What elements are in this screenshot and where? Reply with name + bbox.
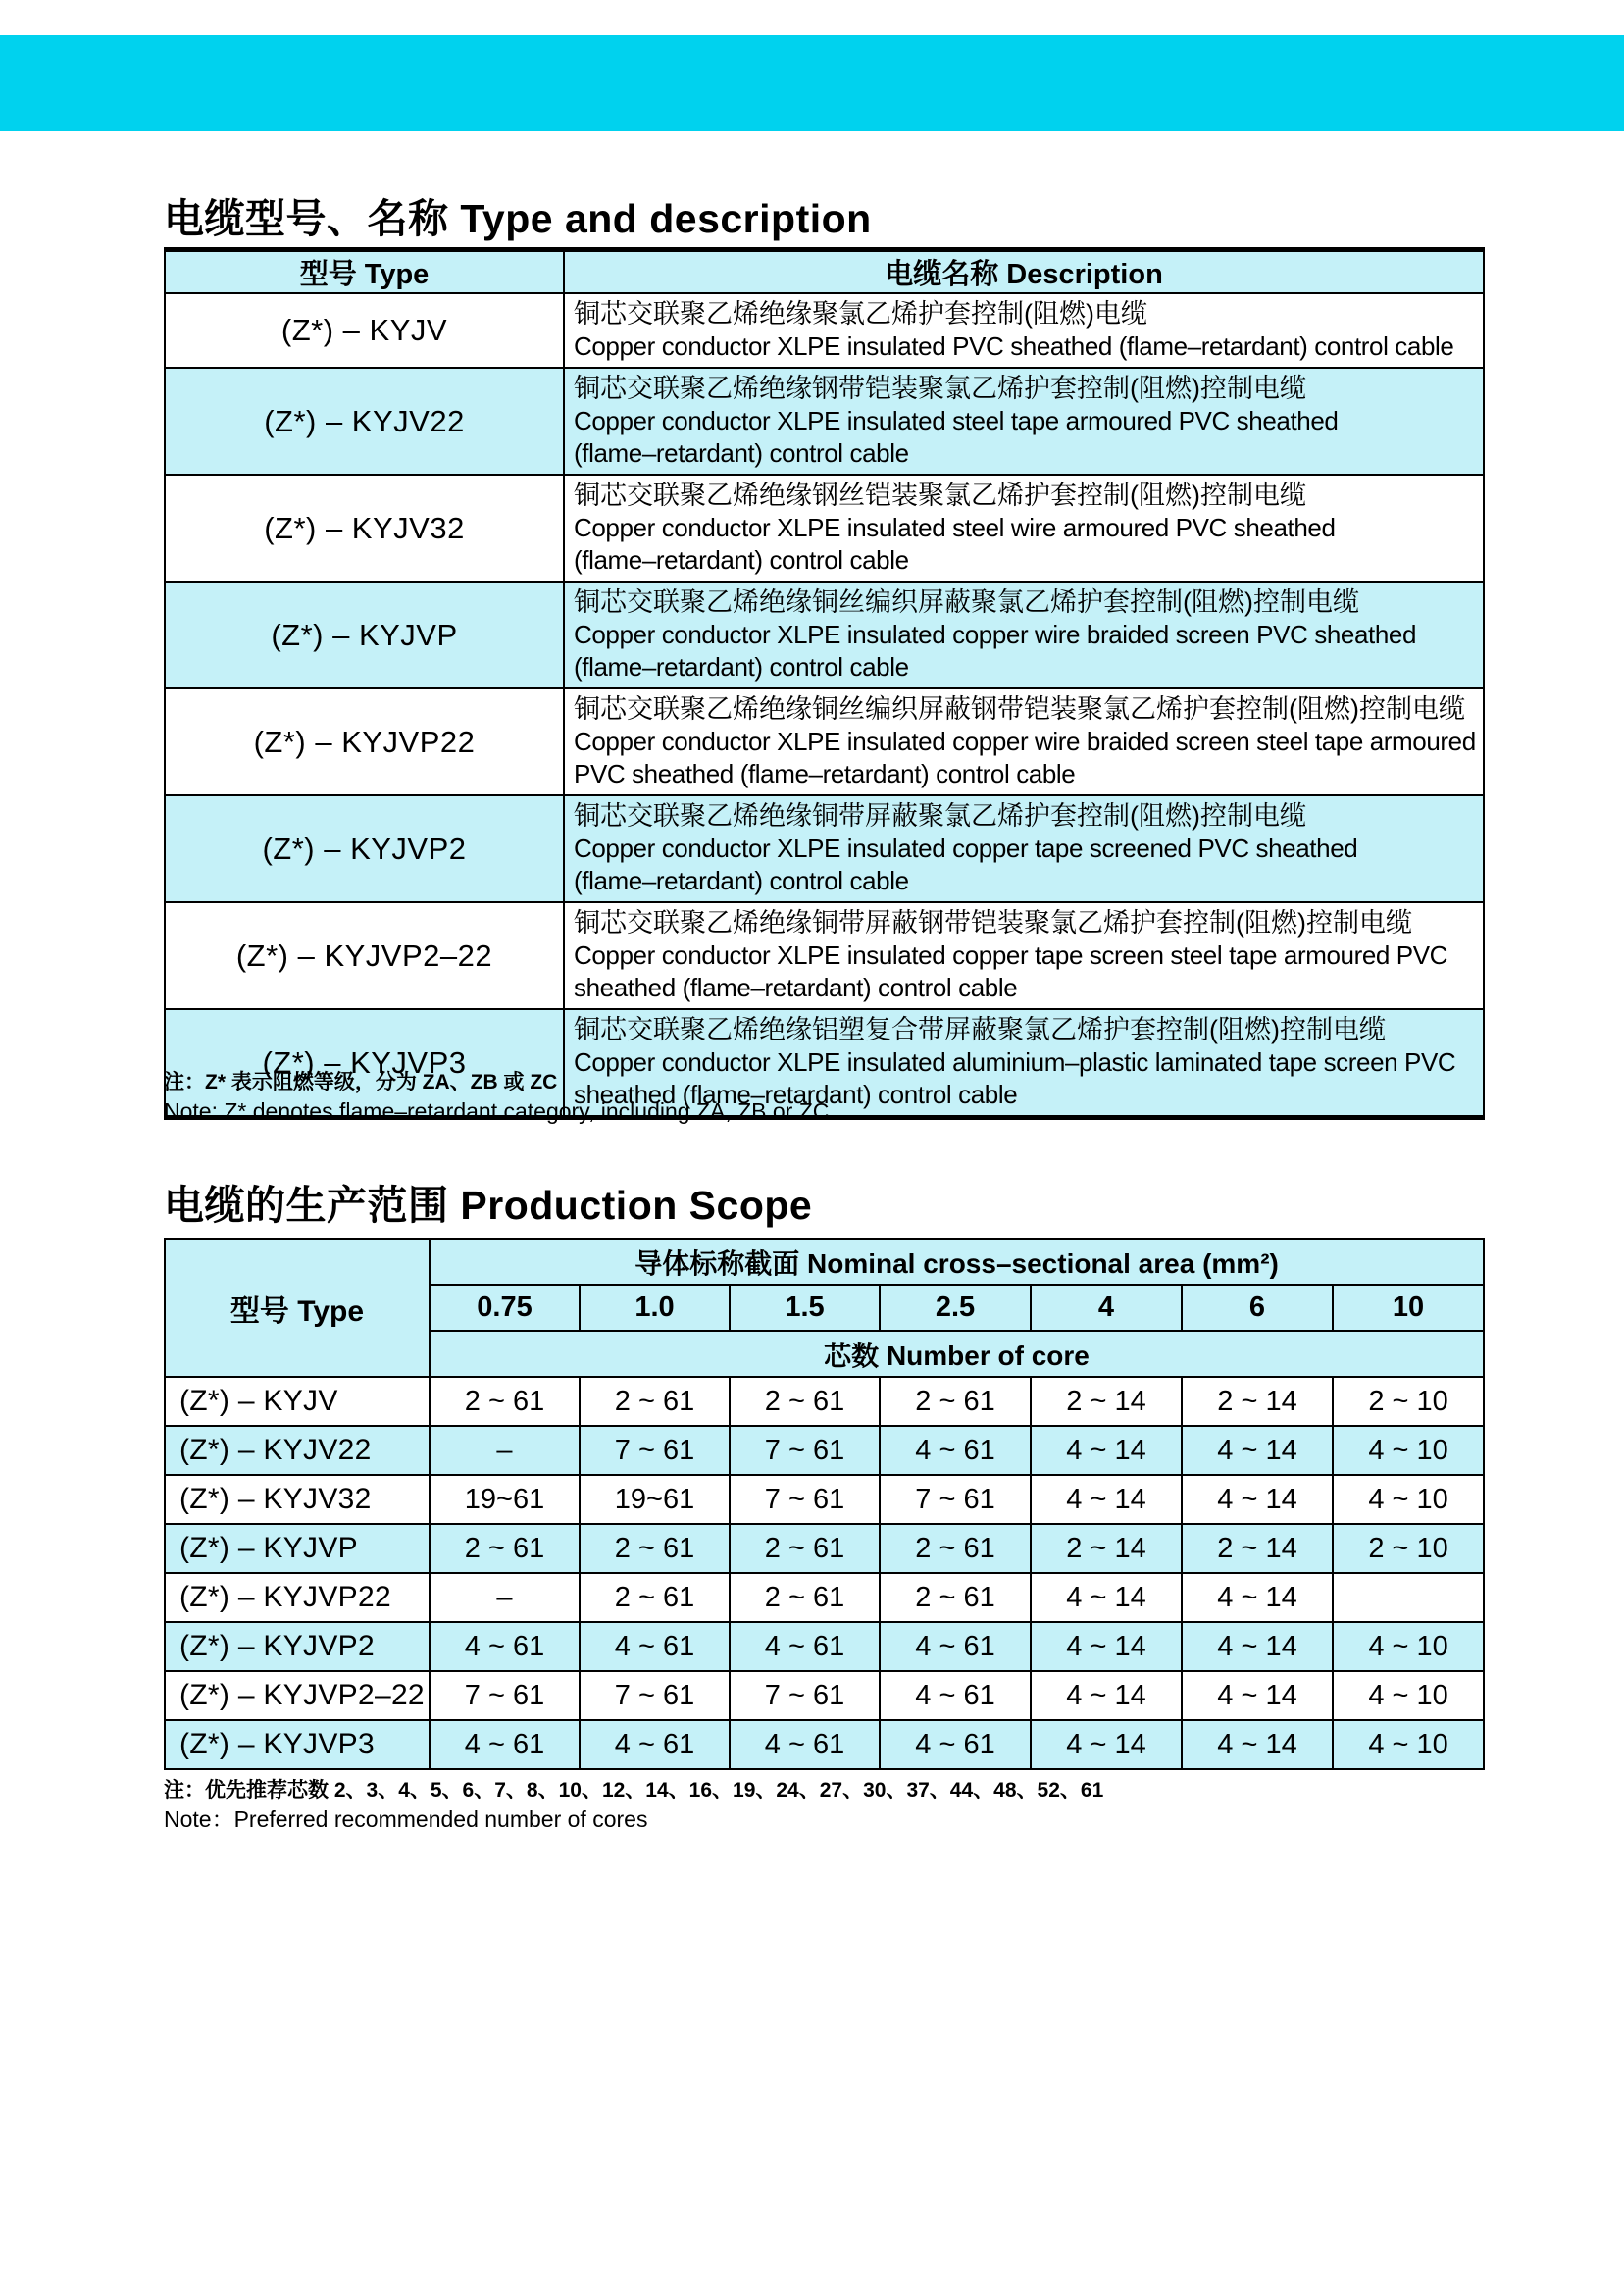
note-2	[164, 1777, 1103, 1834]
scope-row	[165, 1377, 1484, 1426]
core-range: 4 ~ 14	[1182, 1475, 1333, 1524]
core-range: 2 ~ 61	[730, 1573, 880, 1622]
core-range: 2 ~ 10	[1333, 1377, 1484, 1426]
scope-cable-type: (Z*) – KYJVP22	[165, 1573, 430, 1622]
section1-title-en: Type and description	[460, 196, 872, 241]
cable-type: (Z*) – KYJVP2–22	[165, 902, 564, 1009]
cable-type: (Z*) – KYJVP	[165, 582, 564, 688]
scope-row	[165, 1573, 1484, 1622]
cable-type: (Z*) – KYJVP22	[165, 688, 564, 795]
core-range: 4 ~ 61	[730, 1622, 880, 1671]
scope-cable-type: (Z*) – KYJVP2–22	[165, 1671, 430, 1720]
type-column-header: 型号 Type	[165, 250, 564, 294]
core-range: 2 ~ 14	[1182, 1524, 1333, 1573]
table-row	[165, 688, 1484, 795]
core-range: 7 ~ 61	[580, 1426, 730, 1475]
table-row	[165, 475, 1484, 582]
size-header: 1.5	[730, 1285, 880, 1331]
core-range: 4 ~ 10	[1333, 1426, 1484, 1475]
table-row	[165, 368, 1484, 475]
core-range: 2 ~ 14	[1031, 1524, 1182, 1573]
section2-title-zh: 电缆的生产范围	[164, 1183, 449, 1228]
type-table-header-row	[165, 250, 1484, 294]
description-zh: 铜芯交联聚乙烯绝缘铜带屏蔽钢带铠装聚氯乙烯护套控制(阻燃)控制电缆	[574, 908, 1412, 938]
size-header: 1.0	[580, 1285, 730, 1331]
scope-row	[165, 1622, 1484, 1671]
table-row	[165, 795, 1484, 902]
core-range: 7 ~ 61	[580, 1671, 730, 1720]
description-en-line2: (flame–retardant) control cable	[574, 652, 909, 682]
scope-cable-type: (Z*) – KYJV32	[165, 1475, 430, 1524]
description-en-line1: Copper conductor XLPE insulated copper tape screened PVC sheathed	[574, 834, 1358, 863]
note-1-en: Note: Z* denotes flame–retardant category, including ZA, ZB or ZC	[164, 1098, 830, 1124]
size-header: 10	[1333, 1285, 1484, 1331]
size-header: 2.5	[880, 1285, 1031, 1331]
core-range: 4 ~ 61	[430, 1622, 580, 1671]
core-range: 2 ~ 61	[580, 1524, 730, 1573]
core-range: 4 ~ 14	[1031, 1426, 1182, 1475]
core-range: 2 ~ 61	[730, 1524, 880, 1573]
core-range: 19~61	[580, 1475, 730, 1524]
core-range: 2 ~ 10	[1333, 1524, 1484, 1573]
number-of-core-header: 芯数 Number of core	[430, 1331, 1484, 1377]
description-zh: 铜芯交联聚乙烯绝缘铝塑复合带屏蔽聚氯乙烯护套控制(阻燃)控制电缆	[574, 1015, 1386, 1044]
description-zh: 铜芯交联聚乙烯绝缘铜丝编织屏蔽钢带铠装聚氯乙烯护套控制(阻燃)控制电缆	[574, 694, 1465, 724]
core-range: 4 ~ 14	[1182, 1622, 1333, 1671]
core-range: 4 ~ 10	[1333, 1671, 1484, 1720]
core-range: 4 ~ 61	[880, 1720, 1031, 1769]
description-en-line1: Copper conductor XLPE insulated copper wire braided screen PVC sheathed	[574, 620, 1417, 649]
scope-cable-type: (Z*) – KYJVP2	[165, 1622, 430, 1671]
scope-header-row-1	[165, 1239, 1484, 1285]
note-2-zh: 注：优先推荐芯数 2、3、4、5、6、7、8、10、12、14、16、19、24、27、30、37、44、48、52、61	[164, 1779, 1104, 1801]
nominal-area-header: 导体标称截面 Nominal cross–sectional area (mm²)	[430, 1239, 1484, 1285]
core-range: 2 ~ 61	[880, 1573, 1031, 1622]
description-en-line1: Copper conductor XLPE insulated steel tape armoured PVC sheathed	[574, 406, 1339, 435]
cable-description	[564, 688, 1484, 795]
description-en-line2: (flame–retardant) control cable	[574, 438, 909, 468]
cable-description	[564, 475, 1484, 582]
scope-type-header: 型号 Type	[165, 1239, 430, 1377]
description-en-line2: sheathed (flame–retardant) control cable	[574, 973, 1018, 1002]
size-header: 4	[1031, 1285, 1182, 1331]
description-column-header: 电缆名称 Description	[564, 250, 1484, 294]
cable-description	[564, 795, 1484, 902]
core-range: 19~61	[430, 1475, 580, 1524]
core-range: 2 ~ 14	[1031, 1377, 1182, 1426]
core-range: 4 ~ 10	[1333, 1720, 1484, 1769]
description-en-line2: sheathed (flame–retardant) control cable	[574, 1080, 1018, 1109]
section1-title	[164, 186, 872, 244]
description-zh: 铜芯交联聚乙烯绝缘钢丝铠装聚氯乙烯护套控制(阻燃)控制电缆	[574, 481, 1306, 510]
cable-type: (Z*) – KYJV32	[165, 475, 564, 582]
core-range: 4 ~ 61	[880, 1671, 1031, 1720]
type-description-table	[164, 247, 1485, 1120]
cable-type: (Z*) – KYJV	[165, 293, 564, 368]
description-en-line1: Copper conductor XLPE insulated PVC sheathed (flame–retardant) control cable	[574, 331, 1454, 361]
scope-row	[165, 1426, 1484, 1475]
core-range: 7 ~ 61	[430, 1671, 580, 1720]
core-range: 2 ~ 61	[880, 1377, 1031, 1426]
core-range: 7 ~ 61	[730, 1671, 880, 1720]
core-range: 4 ~ 61	[880, 1622, 1031, 1671]
cable-description	[564, 368, 1484, 475]
description-en-line1: Copper conductor XLPE insulated copper wire braided screen steel tape armoured	[574, 727, 1476, 756]
table-row	[165, 582, 1484, 688]
core-range: –	[430, 1426, 580, 1475]
scope-cable-type: (Z*) – KYJVP3	[165, 1720, 430, 1769]
core-range: 2 ~ 61	[580, 1573, 730, 1622]
core-range: 4 ~ 14	[1031, 1622, 1182, 1671]
core-range: 2 ~ 61	[430, 1377, 580, 1426]
cable-description	[564, 902, 1484, 1009]
core-range: 7 ~ 61	[880, 1475, 1031, 1524]
production-scope-table	[164, 1238, 1485, 1770]
cable-description	[564, 582, 1484, 688]
core-range: 4 ~ 61	[580, 1622, 730, 1671]
description-en-line1: Copper conductor XLPE insulated copper tape screen steel tape armoured PVC	[574, 940, 1448, 970]
core-range: 4 ~ 61	[430, 1720, 580, 1769]
description-zh: 铜芯交联聚乙烯绝缘聚氯乙烯护套控制(阻燃)电缆	[574, 299, 1147, 329]
core-range: 4 ~ 14	[1031, 1720, 1182, 1769]
note-2-en: Note：Preferred recommended number of cores	[164, 1806, 648, 1832]
section2-title-en: Production Scope	[460, 1183, 813, 1228]
description-en-line1: Copper conductor XLPE insulated aluminium–plastic laminated tape screen PVC	[574, 1047, 1456, 1077]
core-range: 4 ~ 14	[1182, 1426, 1333, 1475]
core-range: 4 ~ 10	[1333, 1622, 1484, 1671]
note-1-zh: 注：Z* 表示阻燃等级，分为 ZA、ZB 或 ZC	[164, 1071, 558, 1093]
core-range: 4 ~ 14	[1031, 1671, 1182, 1720]
core-range: 4 ~ 14	[1031, 1475, 1182, 1524]
top-cyan-band	[0, 35, 1624, 131]
scope-cable-type: (Z*) – KYJV22	[165, 1426, 430, 1475]
table-row	[165, 293, 1484, 368]
section1-title-zh: 电缆型号、名称	[164, 196, 449, 241]
description-zh: 铜芯交联聚乙烯绝缘铜带屏蔽聚氯乙烯护套控制(阻燃)控制电缆	[574, 801, 1306, 831]
description-en-line2: (flame–retardant) control cable	[574, 545, 909, 575]
scope-row	[165, 1720, 1484, 1769]
core-range: 2 ~ 61	[880, 1524, 1031, 1573]
description-en-line1: Copper conductor XLPE insulated steel wire armoured PVC sheathed	[574, 513, 1336, 542]
table-row	[165, 902, 1484, 1009]
core-range: 4 ~ 14	[1031, 1573, 1182, 1622]
core-range: 4 ~ 61	[880, 1426, 1031, 1475]
core-range: 4 ~ 14	[1182, 1720, 1333, 1769]
scope-cable-type: (Z*) – KYJV	[165, 1377, 430, 1426]
core-range: –	[430, 1573, 580, 1622]
core-range: 7 ~ 61	[730, 1426, 880, 1475]
section2-title	[164, 1173, 812, 1231]
core-range: 2 ~ 14	[1182, 1377, 1333, 1426]
note-1	[164, 1069, 829, 1126]
size-header: 6	[1182, 1285, 1333, 1331]
core-range: 4 ~ 14	[1182, 1573, 1333, 1622]
scope-row	[165, 1671, 1484, 1720]
description-en-line2: (flame–retardant) control cable	[574, 866, 909, 895]
cable-type: (Z*) – KYJV22	[165, 368, 564, 475]
description-zh: 铜芯交联聚乙烯绝缘钢带铠装聚氯乙烯护套控制(阻燃)控制电缆	[574, 374, 1306, 403]
core-range: 4 ~ 10	[1333, 1475, 1484, 1524]
description-zh: 铜芯交联聚乙烯绝缘铜丝编织屏蔽聚氯乙烯护套控制(阻燃)控制电缆	[574, 587, 1359, 617]
cable-description	[564, 293, 1484, 368]
core-range: 2 ~ 61	[730, 1377, 880, 1426]
core-range: 4 ~ 61	[730, 1720, 880, 1769]
core-range: 2 ~ 61	[430, 1524, 580, 1573]
core-range: 2 ~ 61	[580, 1377, 730, 1426]
cable-type: (Z*) – KYJVP3	[165, 1009, 564, 1118]
scope-row	[165, 1475, 1484, 1524]
core-range: 4 ~ 61	[580, 1720, 730, 1769]
size-header: 0.75	[430, 1285, 580, 1331]
core-range: 7 ~ 61	[730, 1475, 880, 1524]
description-en-line2: PVC sheathed (flame–retardant) control cable	[574, 759, 1076, 788]
scope-cable-type: (Z*) – KYJVP	[165, 1524, 430, 1573]
scope-row	[165, 1524, 1484, 1573]
core-range	[1333, 1573, 1484, 1622]
core-range: 4 ~ 14	[1182, 1671, 1333, 1720]
cable-type: (Z*) – KYJVP2	[165, 795, 564, 902]
